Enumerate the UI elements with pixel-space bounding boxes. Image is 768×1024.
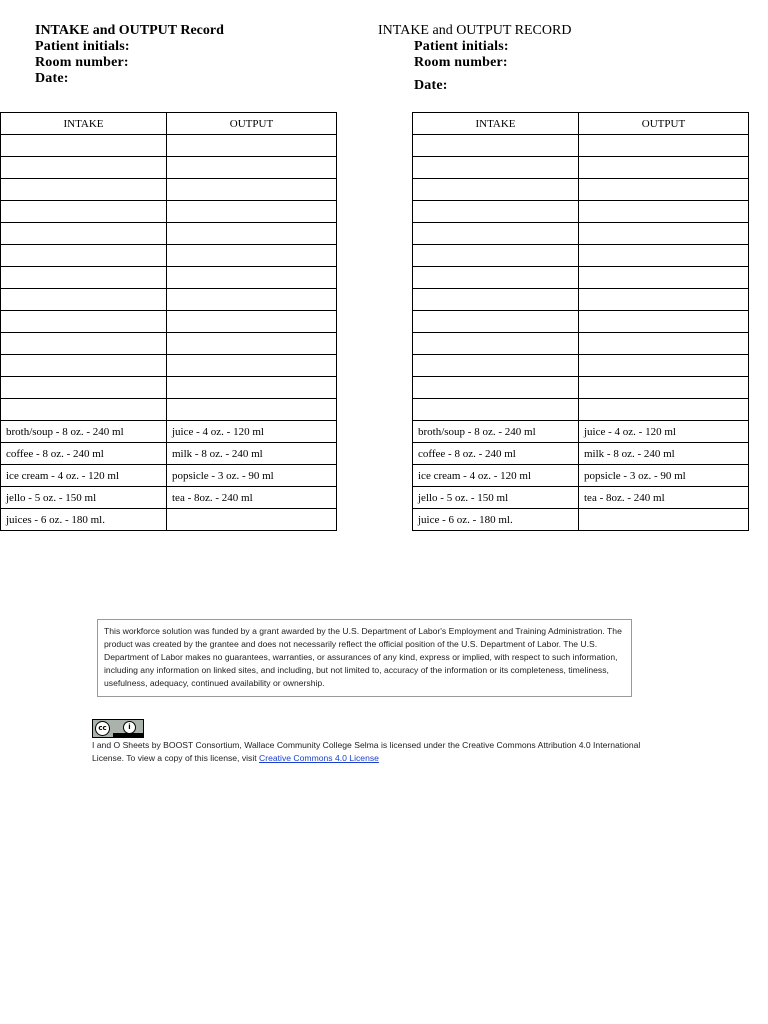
license-link[interactable]: Creative Commons 4.0 License xyxy=(259,753,379,763)
blank-entry-row xyxy=(413,399,749,421)
intake-entry-cell[interactable] xyxy=(413,245,579,267)
reference-row xyxy=(1,509,337,531)
blank-entry-row xyxy=(1,245,337,267)
intake-reference-cell: jello - 5 oz. - 150 ml xyxy=(413,487,579,509)
output-reference-cell: milk - 8 oz. - 240 ml xyxy=(579,443,749,465)
output-reference-cell: milk - 8 oz. - 240 ml xyxy=(167,443,337,465)
output-entry-cell[interactable] xyxy=(167,333,337,355)
output-entry-cell[interactable] xyxy=(579,245,749,267)
right-intake-output-table xyxy=(412,112,749,531)
blank-entry-row xyxy=(413,289,749,311)
license-text: I and O Sheets by BOOST Consortium, Wallace Community College Selma is licensed under the Creative Commons Attribution 4.0 International License. To view a copy of this license, visit xyxy=(92,740,641,763)
output-entry-cell[interactable] xyxy=(167,223,337,245)
intake-entry-cell[interactable] xyxy=(413,157,579,179)
blank-entry-row xyxy=(1,267,337,289)
output-entry-cell[interactable] xyxy=(579,201,749,223)
blank-entry-row xyxy=(1,223,337,245)
intake-entry-cell[interactable] xyxy=(413,289,579,311)
output-entry-cell[interactable] xyxy=(579,267,749,289)
left-intake-output-table xyxy=(0,112,337,531)
right-room-number-label: Room number: xyxy=(414,55,508,70)
intake-entry-cell[interactable] xyxy=(1,377,167,399)
intake-entry-cell[interactable] xyxy=(1,289,167,311)
intake-entry-cell[interactable] xyxy=(413,333,579,355)
blank-entry-row xyxy=(1,201,337,223)
intake-entry-cell[interactable] xyxy=(413,201,579,223)
output-entry-cell[interactable] xyxy=(167,179,337,201)
output-entry-cell[interactable] xyxy=(167,201,337,223)
intake-entry-cell[interactable] xyxy=(413,311,579,333)
license-notice xyxy=(92,739,652,765)
intake-reference-cell: ice cream - 4 oz. - 120 ml xyxy=(413,465,579,487)
intake-column-header: INTAKE xyxy=(1,113,167,135)
by-symbol: i xyxy=(123,721,136,734)
intake-entry-cell[interactable] xyxy=(1,355,167,377)
intake-entry-cell[interactable] xyxy=(413,135,579,157)
left-title: INTAKE and OUTPUT Record xyxy=(35,23,224,38)
output-entry-cell[interactable] xyxy=(167,289,337,311)
output-reference-cell: popsicle - 3 oz. - 90 ml xyxy=(167,465,337,487)
intake-reference-cell: juices - 6 oz. - 180 ml. xyxy=(1,509,167,531)
output-entry-cell[interactable] xyxy=(167,245,337,267)
output-reference-cell: tea - 8oz. - 240 ml xyxy=(167,487,337,509)
intake-reference-cell: ice cream - 4 oz. - 120 ml xyxy=(1,465,167,487)
table-header-row xyxy=(1,113,337,135)
intake-entry-cell[interactable] xyxy=(1,311,167,333)
intake-entry-cell[interactable] xyxy=(413,355,579,377)
reference-row xyxy=(413,487,749,509)
output-entry-cell[interactable] xyxy=(579,135,749,157)
intake-entry-cell[interactable] xyxy=(1,157,167,179)
blank-entry-row xyxy=(413,355,749,377)
intake-entry-cell[interactable] xyxy=(1,135,167,157)
output-entry-cell[interactable] xyxy=(579,223,749,245)
output-entry-cell[interactable] xyxy=(579,289,749,311)
blank-entry-row xyxy=(413,245,749,267)
right-title: INTAKE and OUTPUT RECORD xyxy=(378,23,572,38)
output-column-header: OUTPUT xyxy=(167,113,337,135)
right-date-label: Date: xyxy=(414,78,448,93)
reference-row xyxy=(1,443,337,465)
output-entry-cell[interactable] xyxy=(167,311,337,333)
reference-row xyxy=(413,509,749,531)
intake-entry-cell[interactable] xyxy=(1,201,167,223)
intake-entry-cell[interactable] xyxy=(413,267,579,289)
left-room-number-label: Room number: xyxy=(35,55,129,70)
reference-row xyxy=(413,465,749,487)
intake-entry-cell[interactable] xyxy=(413,223,579,245)
reference-row xyxy=(413,421,749,443)
intake-entry-cell[interactable] xyxy=(413,179,579,201)
reference-row xyxy=(1,465,337,487)
output-entry-cell[interactable] xyxy=(579,399,749,421)
intake-entry-cell[interactable] xyxy=(1,399,167,421)
intake-entry-cell[interactable] xyxy=(1,223,167,245)
output-entry-cell[interactable] xyxy=(167,399,337,421)
blank-entry-row xyxy=(1,135,337,157)
intake-column-header: INTAKE xyxy=(413,113,579,135)
blank-entry-row xyxy=(413,267,749,289)
output-reference-cell: popsicle - 3 oz. - 90 ml xyxy=(579,465,749,487)
intake-reference-cell: broth/soup - 8 oz. - 240 ml xyxy=(1,421,167,443)
blank-entry-row xyxy=(413,157,749,179)
blank-entry-row xyxy=(1,179,337,201)
output-entry-cell[interactable] xyxy=(167,135,337,157)
output-entry-cell[interactable] xyxy=(167,157,337,179)
intake-reference-cell: broth/soup - 8 oz. - 240 ml xyxy=(413,421,579,443)
output-column-header: OUTPUT xyxy=(579,113,749,135)
intake-entry-cell[interactable] xyxy=(413,377,579,399)
output-reference-cell: juice - 4 oz. - 120 ml xyxy=(167,421,337,443)
blank-entry-row xyxy=(413,135,749,157)
output-entry-cell[interactable] xyxy=(579,157,749,179)
output-entry-cell[interactable] xyxy=(579,333,749,355)
funding-disclaimer: This workforce solution was funded by a grant awarded by the U.S. Department of Labor's Employment and Training Administration. The product was created by the grantee and does not necessarily reflect the official position of the U.S. Department of Labor. The U.S. Department of Labor makes no guarantees, warranties, or assurances of any kind, express or implied, with respect to such information, including any information on linked sites, and including, but not limited to, accuracy of the information or its completeness, timeliness, usefulness, adequacy, continued availability or ownership. xyxy=(97,619,632,697)
intake-entry-cell[interactable] xyxy=(1,245,167,267)
blank-entry-row xyxy=(1,355,337,377)
output-reference-cell xyxy=(167,509,337,531)
blank-entry-row xyxy=(413,201,749,223)
intake-entry-cell[interactable] xyxy=(1,267,167,289)
output-reference-cell: juice - 4 oz. - 120 ml xyxy=(579,421,749,443)
output-entry-cell[interactable] xyxy=(167,267,337,289)
left-header xyxy=(35,23,224,87)
cc-symbol: cc xyxy=(95,721,110,736)
intake-reference-cell: juice - 6 oz. - 180 ml. xyxy=(413,509,579,531)
output-entry-cell[interactable] xyxy=(579,377,749,399)
output-reference-cell xyxy=(579,509,749,531)
intake-entry-cell[interactable] xyxy=(1,333,167,355)
blank-entry-row xyxy=(1,377,337,399)
blank-entry-row xyxy=(413,377,749,399)
table-header-row xyxy=(413,113,749,135)
blank-entry-row xyxy=(1,157,337,179)
intake-reference-cell: coffee - 8 oz. - 240 ml xyxy=(1,443,167,465)
output-entry-cell[interactable] xyxy=(167,355,337,377)
right-header xyxy=(378,23,571,94)
intake-reference-cell: coffee - 8 oz. - 240 ml xyxy=(413,443,579,465)
blank-entry-row xyxy=(413,311,749,333)
blank-entry-row xyxy=(1,311,337,333)
output-reference-cell: tea - 8oz. - 240 ml xyxy=(579,487,749,509)
left-date-label: Date: xyxy=(35,71,69,86)
left-patient-initials-label: Patient initials: xyxy=(35,39,130,54)
output-entry-cell[interactable] xyxy=(579,179,749,201)
blank-entry-row xyxy=(413,333,749,355)
reference-row xyxy=(1,421,337,443)
blank-entry-row xyxy=(413,223,749,245)
output-entry-cell[interactable] xyxy=(579,355,749,377)
blank-entry-row xyxy=(1,333,337,355)
intake-entry-cell[interactable] xyxy=(1,179,167,201)
output-entry-cell[interactable] xyxy=(579,311,749,333)
reference-row xyxy=(1,487,337,509)
blank-entry-row xyxy=(1,399,337,421)
reference-row xyxy=(413,443,749,465)
intake-reference-cell: jello - 5 oz. - 150 ml xyxy=(1,487,167,509)
output-entry-cell[interactable] xyxy=(167,377,337,399)
blank-entry-row xyxy=(1,289,337,311)
right-patient-initials-label: Patient initials: xyxy=(414,39,509,54)
badge-bar xyxy=(113,733,143,737)
blank-entry-row xyxy=(413,179,749,201)
creative-commons-by-icon xyxy=(92,719,144,738)
intake-entry-cell[interactable] xyxy=(413,399,579,421)
